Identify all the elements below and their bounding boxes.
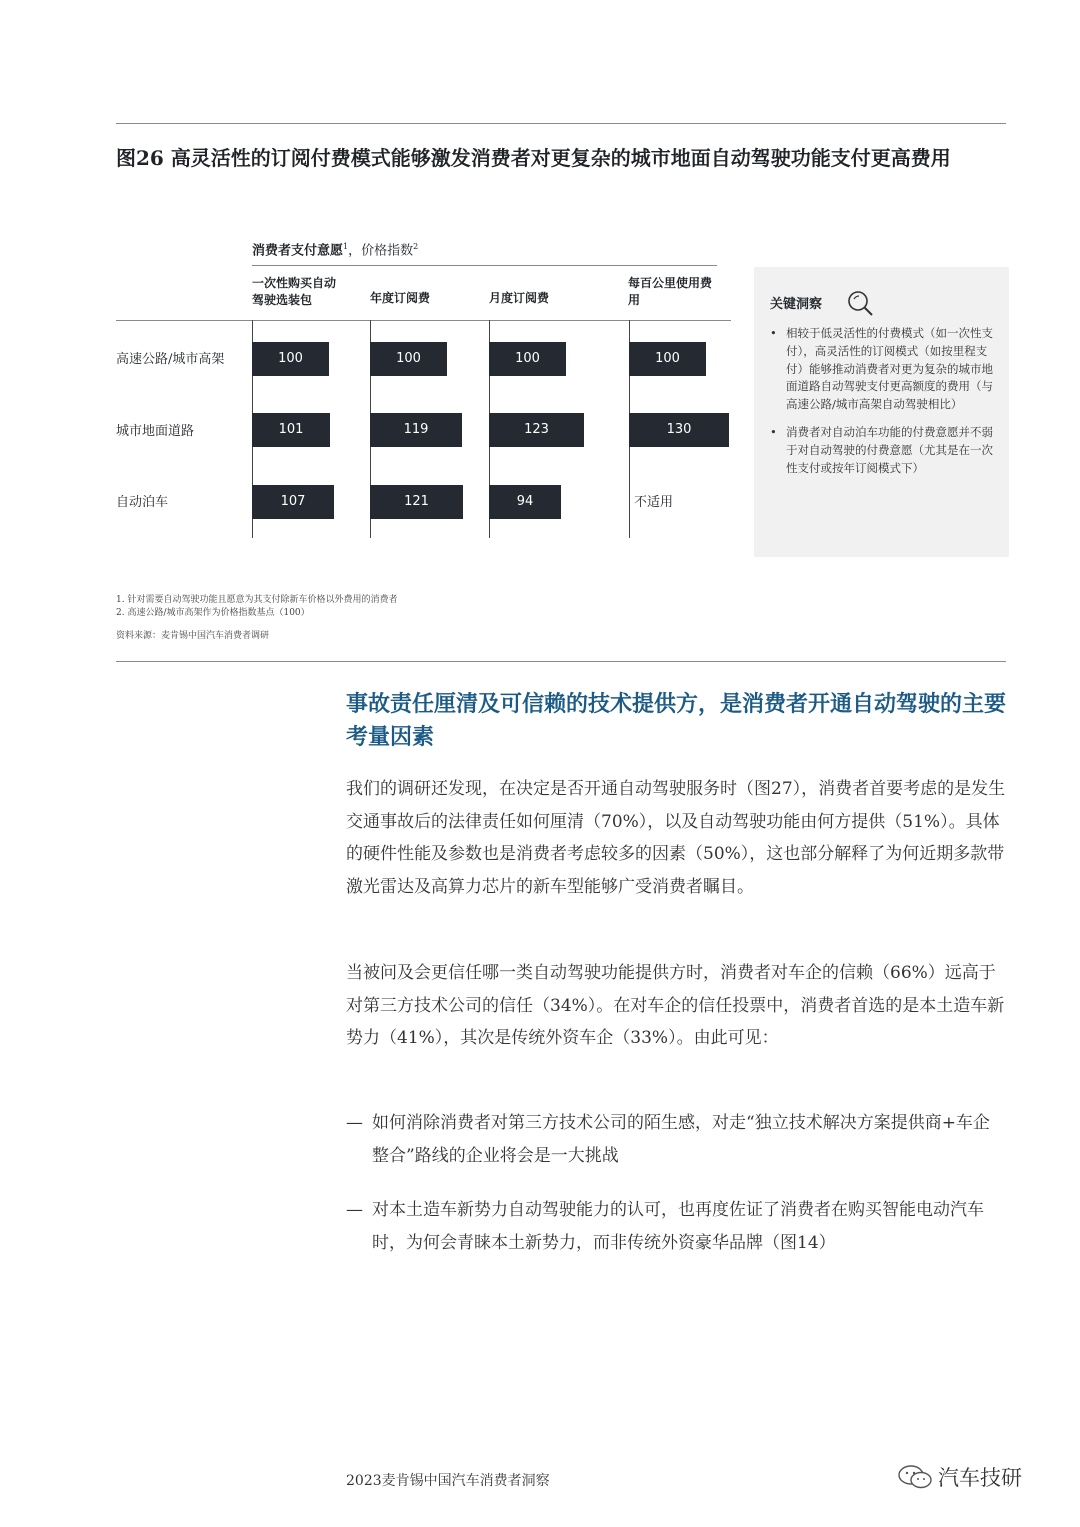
- source-note: 资料来源：麦肯锡中国汽车消费者调研: [116, 631, 270, 641]
- footnote-2: 2. 高速公路/城市高架作为价格指数基点（100）: [116, 608, 310, 618]
- key-insight-title: 关键洞察: [770, 297, 823, 312]
- col-header-one-time: 一次性购买自动驾驶选装包: [252, 276, 337, 307]
- insight-item: • 消费者对自动泊车功能的付费意愿并不弱于对自动驾驶的付费意愿（尤其是在一次性支付或按年订阅模式下）: [768, 424, 993, 477]
- footer-text: 2023麦肯锡中国汽车消费者洞察: [346, 1473, 550, 1489]
- section-title: 事故责任厘清及可信赖的技术提供方，是消费者开通自动驾驶的主要考量因素: [346, 691, 1007, 750]
- bar-2-2: 119: [370, 413, 462, 447]
- bar-4-2: 130: [629, 413, 729, 447]
- chart-subtitle: [252, 238, 418, 260]
- dash-item-text: 如何消除消费者对第三方技术公司的陌生感，对走“独立技术解决方案提供商+车企整合”路线的企业将会是一大挑战: [372, 1113, 990, 1166]
- bar-2-3: 121: [370, 485, 463, 519]
- not-applicable-label: 不适用: [634, 495, 674, 510]
- chart-subtitle-sup2: 2: [413, 242, 419, 251]
- row-label-urban: 城市地面道路: [116, 424, 195, 439]
- dash-item-text: 对本土造车新势力自动驾驶能力的认可，也再度佐证了消费者在购买智能电动汽车时，为何会青睐本土新势力，而非传统外资豪华品牌（图14）: [372, 1200, 984, 1253]
- dash-marker: —: [346, 1113, 363, 1133]
- bar-3-2: 123: [489, 413, 584, 447]
- row-label-parking: 自动泊车: [116, 495, 169, 510]
- chart-subtitle-rest: ，价格指数: [348, 243, 414, 259]
- brand-name: 汽车技研: [938, 1466, 1022, 1490]
- col-header-annual: 年度订阅费: [370, 291, 431, 305]
- bar-2-1: 100: [370, 342, 447, 376]
- top-rule: [116, 123, 1006, 124]
- col-header-monthly: 月度订阅费: [489, 291, 550, 305]
- figure-title: 图26 高灵活性的订阅付费模式能够激发消费者对更复杂的城市地面自动驾驶功能支付更高费用: [116, 146, 951, 170]
- bar-4-1: 100: [629, 342, 706, 376]
- key-insight-list: [768, 325, 993, 487]
- body-paragraph-2: 当被问及会更信任哪一类自动驾驶功能提供方时，消费者对车企的信赖（66%）远高于对第三方技术公司的信任（34%）。在对车企的信任投票中，消费者首选的是本土造车新势力（41%），其次是传统外资车企（33%）。由此可见：: [346, 963, 1005, 1048]
- col-header-per-100km: 每百公里使用费用: [628, 276, 713, 307]
- bar-1-3: 107: [252, 485, 334, 519]
- chart-header-rule: [116, 320, 731, 321]
- bar-1-2: 101: [252, 413, 330, 447]
- subtitle-rule: [252, 265, 717, 266]
- chart-subtitle-sup1: 1: [343, 242, 349, 251]
- chart-subtitle-bold: 消费者支付意愿: [252, 243, 344, 259]
- bar-3-3: 94: [489, 485, 561, 519]
- bar-1-1: 100: [252, 342, 329, 376]
- bar-3-1: 100: [489, 342, 566, 376]
- dash-item-2: [346, 1194, 1006, 1259]
- dash-marker: —: [346, 1200, 363, 1220]
- body-paragraph-1: 我们的调研还发现，在决定是否开通自动驾驶服务时（图27），消费者首要考虑的是发生交通事故后的法律责任如何厘清（70%），以及自动驾驶功能由何方提供（51%）。具体的硬件性能及参数也是消费者考虑较多的因素（50%），这也部分解释了为何近期多款带激光雷达及高算力芯片的新车型能够广受消费者瞩目。: [346, 779, 1006, 897]
- magnifier-icon: [846, 289, 876, 317]
- wechat-icon: [897, 1464, 933, 1490]
- section-rule: [116, 661, 1006, 662]
- footnote-1: 1. 针对需要自动驾驶功能且愿意为其支付除新车价格以外费用的消费者: [116, 595, 398, 605]
- dash-item-1: [346, 1107, 1006, 1172]
- insight-item: • 相较于低灵活性的付费模式（如一次性支付），高灵活性的订阅模式（如按里程支付）能够推动消费者对更为复杂的城市地面道路自动驾驶支付更高额度的费用（与高速公路/城市高架自动驾驶相比）: [768, 325, 993, 414]
- row-label-highway: 高速公路/城市高架: [116, 352, 225, 367]
